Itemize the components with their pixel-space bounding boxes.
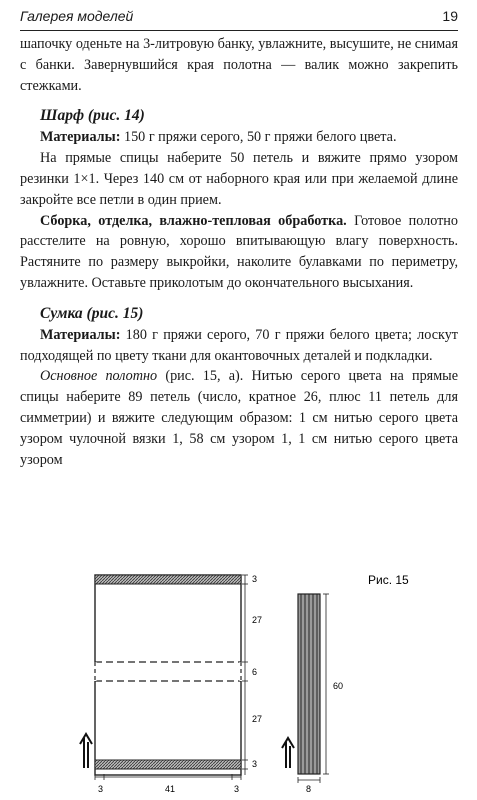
bag-main-text: (рис. 15, а). Нитью серого цвета на прямые спицы наберите 89 петель (число, кратное 26, плюс 11 петель для симметрии) и вяжите следующим образом: 1 см нитью серого цвета узором чулочной вязки 1, 58 см узором 1, 1 см нитью серого цвета узором <box>20 368 459 468</box>
side-strip-width-dim <box>298 777 320 783</box>
figure-15-drawing <box>0 560 477 800</box>
scarf-materials <box>20 127 458 148</box>
dim-upper-body: 27 <box>252 615 263 625</box>
bag-materials <box>20 325 458 367</box>
dim-panel-width: 41 <box>165 784 176 794</box>
scarf-materials-label: Материалы: <box>40 129 121 146</box>
bag-main-label: Основное полотно <box>40 368 158 385</box>
page-number: 19 <box>442 8 458 24</box>
knitting-direction-arrow-left <box>80 734 92 768</box>
intro-paragraph: шапочку оденьте на 3-литровую банку, увлажните, высушите, не снимая с банки. Завернувшийся края полотна — валик можно закрепить стежками. <box>20 36 458 94</box>
page-body <box>20 34 458 470</box>
dim-bottom-band: 3 <box>252 759 258 769</box>
dim-right-edge: 3 <box>234 784 240 794</box>
scarf-materials-text: 150 г пряжи серого, 50 г пряжи белого цвета. <box>123 129 397 146</box>
dim-strip-height: 60 <box>333 681 344 691</box>
bag-materials-label: Материалы: <box>40 326 121 343</box>
scarf-assembly-label: Сборка, отделка, влажно-тепловая обработка. <box>40 212 347 229</box>
side-strip <box>298 594 320 774</box>
bag-main-panel <box>20 366 458 470</box>
scarf-assembly <box>20 211 458 294</box>
main-panel-outline <box>95 575 241 775</box>
dim-left-edge: 3 <box>98 784 104 794</box>
figure-15 <box>0 560 477 800</box>
figure-caption: Рис. 15 <box>368 573 409 587</box>
scarf-knitting: На прямые спицы наберите 50 петель и вяжите прямо узором резинки 1×1. Через 140 см от наборного края или при желаемой длине закройте все петли в один прием. <box>20 150 458 208</box>
side-strip-height-dim <box>323 594 329 774</box>
page-header <box>20 8 458 31</box>
dim-middle-fold: 6 <box>252 667 258 677</box>
scarf-heading: Шарф (рис. 14) <box>40 107 145 125</box>
scarf-assembly-text: Готовое полотно расстелите на ровную, хорошо впитывающую влагу поверхность. Растяните по размеру выкройки, наколите булавками по периметру, увлажните. Оставьте приколотым до окончательного высыхания. <box>20 212 458 291</box>
bag-materials-text: 180 г пряжи серого, 70 г пряжи белого цвета; лоскут подходящей по цвету ткани для окантовочных деталей и подкладки. <box>20 326 458 364</box>
dim-strip-width: 8 <box>306 784 312 794</box>
knitting-direction-arrow-right <box>282 738 294 768</box>
bag-heading: Сумка (рис. 15) <box>40 304 144 322</box>
main-panel-height-dims <box>242 575 248 775</box>
dim-top-band: 3 <box>252 574 258 584</box>
dim-lower-body: 27 <box>252 714 263 724</box>
running-title: Галерея моделей <box>20 8 134 24</box>
